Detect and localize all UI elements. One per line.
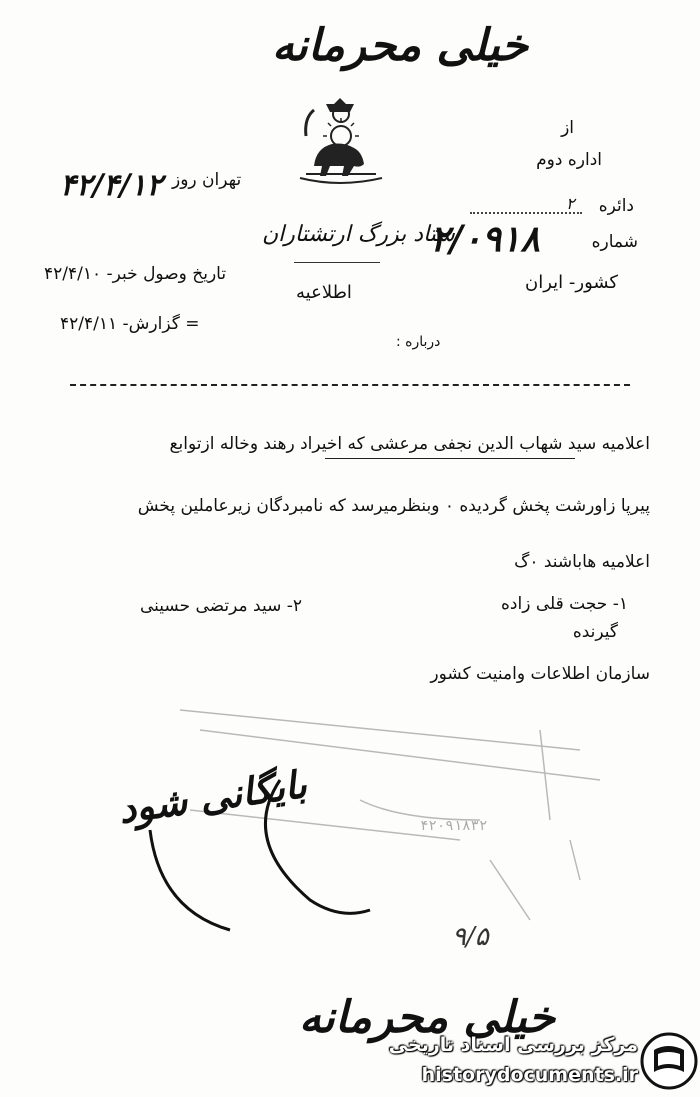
country-label: کشور- ایران [525,272,618,293]
signature-organization: سازمان اطلاعات وامنیت کشور [430,664,650,684]
watermark-name: مرکز بررسی اسناد تاریخی [388,1034,638,1056]
lion-and-sun-emblem [296,96,386,190]
organization-name: ستاد بزرگ ارتشتاران [262,222,455,247]
paragraph-line-3: اعلامیه هاباشند ۰گ [514,552,650,572]
division-value: ۲ [566,194,575,213]
underline-name [325,458,575,459]
subject-label: درباره : [396,334,441,350]
department-label: اداره دوم [536,150,602,170]
receipt-date: تاریخ وصول خبر- ۴۲/۴/۱۰ [44,264,227,284]
person-1: ۱- حجت قلی زاده [501,594,628,614]
person-2: ۲- سید مرتضی حسینی [140,596,303,616]
watermark-logo-icon [640,1032,698,1090]
watermark-url: historydocuments.ir [421,1064,638,1086]
report-date: = گزارش- ۴۲/۴/۱۱ [60,314,200,334]
number-label: شماره [591,232,638,252]
document-title: اطلاعیه [296,282,352,303]
classification-top: خیلی محرمانه [271,20,529,71]
handwritten-stroke [120,760,400,940]
number-value: ۲/۰۹۱۸ [430,218,540,260]
received-label: گیرنده [572,622,618,642]
handwritten-note: بایگانی شود [115,761,310,832]
stamp-number: ۴۲۰۹۱۸۳۲ [420,818,488,834]
city-day-label: تهران روز [172,170,242,190]
separator-line [70,384,630,386]
handwritten-small: ۹/۵ [452,922,489,952]
organization-underline [294,262,380,263]
from-label: از [561,118,574,138]
handwritten-date: ۴۲/۴/۱۲ [60,168,163,203]
classification-bottom: خیلی محرمانه [298,992,556,1043]
paragraph-line-2: پیرپا زاورشت پخش گردیده ۰ وبنظرمیرسد که نامبردگان زیرعاملین پخش [137,496,650,516]
watermark [388,1030,698,1092]
division-label: دائره [598,196,634,216]
paragraph-line-1: اعلامیه سید شهاب الدین نجفی مرعشی که اخیراد رهند وخاله ازتوابع [169,434,650,454]
